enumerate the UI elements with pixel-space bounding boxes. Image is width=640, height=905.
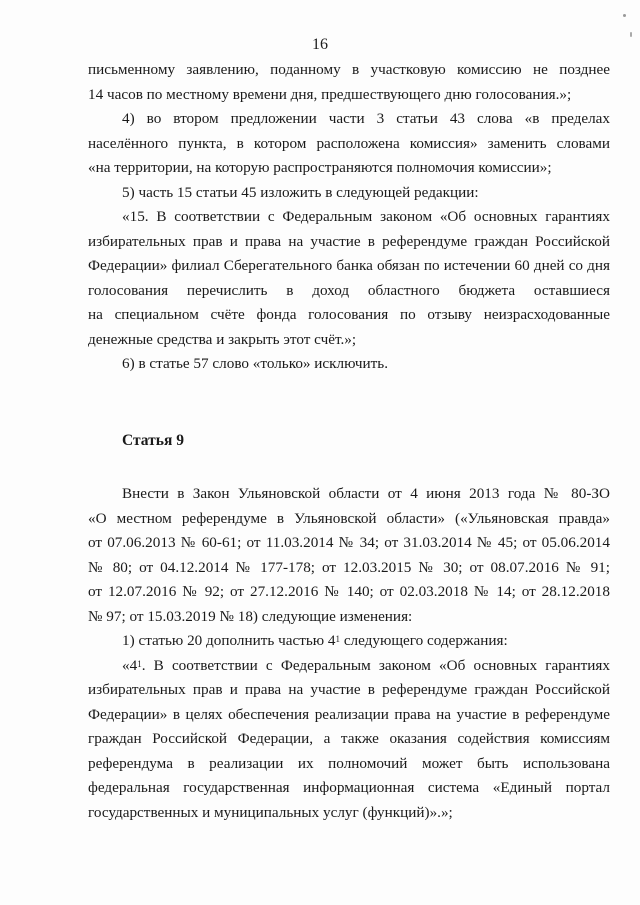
article-heading: Статья 9: [122, 432, 184, 449]
paragraph-line: от 12.07.2016 № 92; от 27.12.2016 № 140; от 02.03.2018 № 14; от 28.12.2018: [88, 583, 610, 600]
paragraph-line: «15. В соответствии с Федеральным законом «Об основных гарантиях: [122, 208, 610, 225]
quote-first-line: «$4^1$. В соответствии с Федеральным законом «Об основных гарантиях: [122, 656, 610, 674]
paragraph-line: Внести в Закон Ульяновской области от 4 июня 2013 года № 80-ЗО: [122, 485, 610, 502]
quote-line: избирательных прав и права на участие в референдуме граждан Российской: [88, 681, 610, 698]
superscript: 1: [137, 658, 142, 669]
amendments-continued: [88, 58, 610, 377]
page-number: 16: [312, 36, 328, 53]
paragraph-line: от 07.06.2013 № 60-61; от 11.03.2014 № 34; от 31.03.2014 № 45; от 05.06.2014: [88, 534, 610, 551]
paragraph-line: 6) в статье 57 слово «только» исключить.: [122, 355, 389, 372]
paragraph-line: № 80; от 04.12.2014 № 177-178; от 12.03.2015 № 30; от 08.07.2016 № 91;: [88, 558, 610, 576]
item-1-line: 1) статью 20 дополнить частью $4^1$ следующего содержания:: [122, 632, 508, 649]
paragraph-line: «О местном референдуме в Ульяновской области» («Ульяновская правда»: [88, 509, 610, 527]
paragraph-line: № 97; от 15.03.2019 № 18) следующие изменения:: [88, 607, 413, 625]
paragraph-line: голосования перечислить в доход областного бюджета оставшиеся: [88, 281, 610, 299]
paragraph-line: письменному заявлению, поданному в участковую комиссию не позднее: [88, 61, 610, 78]
paragraph-line: «на территории, на которую распространяются полномочия комиссии»;: [88, 159, 552, 176]
paragraph-line: 14 часов по местному времени дня, предшествующего дню голосования.»;: [88, 85, 572, 103]
paragraph-line: избирательных прав и права на участие в референдуме граждан Российской: [88, 232, 610, 250]
article-9-intro: [88, 482, 610, 825]
scan-speck: [623, 14, 626, 17]
quote-line: государственных и муниципальных услуг (функций)».»;: [88, 803, 453, 821]
paragraph-line: денежные средства и закрыть этот счёт.»;: [88, 330, 357, 348]
quote-line: референдума в реализации их полномочий может быть использована: [88, 754, 610, 772]
paragraph-line: на специальном счёте фонда голосования по отзыву неизрасходованные: [88, 306, 610, 323]
superscript: 1: [335, 634, 341, 644]
paragraph-line: населённого пункта, в котором расположена комиссия» заменить словами: [88, 134, 610, 152]
quote-line: Федерации» в целях обеспечения реализации права на участие в референдуме: [88, 705, 610, 723]
quote-line: граждан Российской Федерации, а также оказания содействия комиссиям: [88, 730, 610, 747]
paragraph-line: 5) часть 15 статьи 45 изложить в следующей редакции:: [122, 183, 479, 201]
paragraph-line: Федерации» филиал Сберегательного банка обязан по истечении 60 дней со дня: [88, 257, 610, 274]
paragraph-line: 4) во втором предложении части 3 статьи 43 слова «в пределах: [122, 110, 610, 127]
quote-line: федеральная государственная информационная система «Единый портал: [88, 779, 610, 796]
